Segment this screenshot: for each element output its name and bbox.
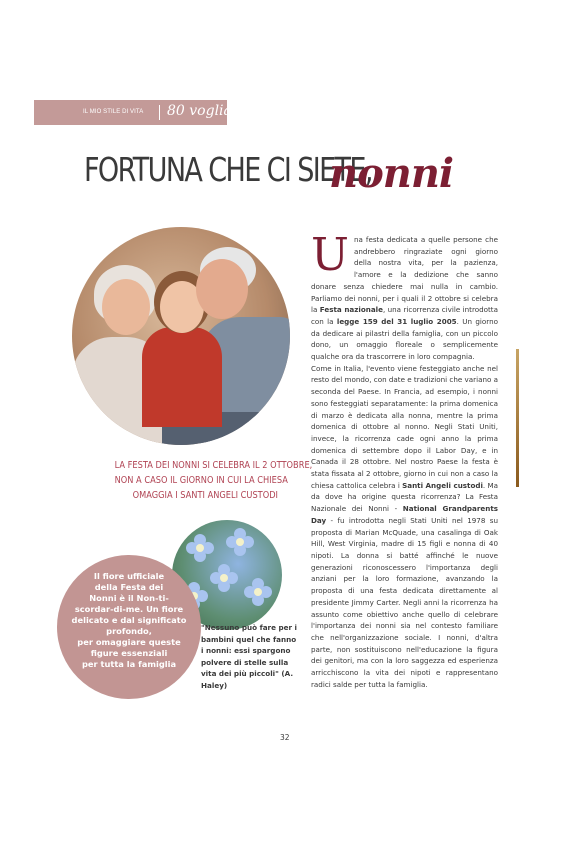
tab-divider — [159, 105, 160, 120]
flower-shape — [244, 578, 272, 606]
caption-line: NON A CASO IL GIORNO IN CUI LA CHIESA — [114, 475, 288, 486]
flower-shape — [226, 528, 254, 556]
text-run: . Un giorno da dedicare ai pilastri della famiglia, con un piccolo dono, un omaggio floreale o semplicemente qualche ora da trascorrere in loro compagnia. — [311, 316, 498, 362]
page-number: 32 — [280, 733, 290, 742]
article-body — [311, 228, 498, 690]
text-run-bold: National Grandparents Day — [311, 504, 498, 525]
photo-shape — [142, 327, 222, 427]
info-circle-text: Il fiore ufficiale della Festa dei Nonni è il Non-ti- scordar-di-me. Un fiore delicato e dal significato profondo, per omaggiare queste figure essenziali per tutta la famiglia — [71, 571, 187, 669]
photo-shape — [196, 259, 248, 319]
flower-shape — [210, 564, 238, 592]
text-run: , una ricorrenza civile introdotta con la — [311, 305, 498, 326]
photo-shape — [102, 279, 150, 335]
flower-shape — [186, 534, 214, 562]
text-run-bold: legge 159 del 31 luglio 2005 — [336, 316, 457, 326]
side-decoration-line — [516, 349, 519, 487]
caption-line: OMAGGIA I SANTI ANGELI CUSTODI — [132, 490, 278, 501]
article-paragraph — [311, 363, 498, 691]
article-paragraph — [311, 228, 498, 363]
text-run: . Ma da dove ha origine questa ricorrenza? La Festa Nazionale dei Nonni - — [311, 480, 498, 514]
text-run-bold: Santi Angeli custodi — [402, 480, 483, 490]
title-accent: nonni — [329, 150, 454, 197]
photo-caption — [88, 458, 313, 503]
drop-cap: U — [311, 228, 349, 281]
caption-line: LA FESTA DEI NONNI SI CELEBRA IL 2 OTTOBRE, — [114, 460, 313, 471]
page-title — [84, 150, 454, 197]
section-tab — [34, 100, 264, 125]
section-script-label: 80 voglia di... — [167, 103, 264, 119]
text-run-bold: Festa nazionale — [319, 305, 383, 315]
text-run: - fu introdotta negli Stati Uniti nel 1978 su proposta di Marian McQuade, una casalinga di Oak Hill, West Virginia, madre di 15 figli e nonna di 40 nipoti. La donna si batté affinché le nuove generazioni riconoscessero l'importanza degli anziani per la loro formazione, avanzando la proposta di una festa dedicata direttamente al presidente Jimmy Carter. Negli anni la ricorrenza ha assunto come obiettivo anche quello di celebrare l'importanza dei nonni sia nel contesto familiare che nell'organizzazione sociale. I nonni, d'altra parte, non sostituiscono nell'educazione la figura dei genitori, ma con la loro saggezza ed esperienza arricchiscono la vita dei nipoti e rappresentano radici salde per tutta la famiglia. — [311, 515, 498, 689]
text-run: Come in Italia, l'evento viene festeggiato anche nel resto del mondo, con date e tradizioni che variano a seconda del Paese. In Francia, ad esempio, i nonni sono festeggiati separatamente: la prima domenica di marzo è dedicata alla nonna, mentre la prima domenica di ottobre al nonno. Negli Stati Uniti, invece, la ricorrenza cade ogni anno la prima domenica di settembre dopo il Labor Day, e in Canada il 28 ottobre. Nel nostro Paese la festa è stata fissata al 2 ottobre, giorno in cui non a caso la chiesa cattolica celebra i — [311, 363, 498, 490]
section-label: IL MIO STILE DI VITA — [83, 109, 144, 115]
text-run: na festa dedicata a quelle persone che andrebbero ringraziate ogni giorno della nostra vita, per la pazienza, l'amore e la dedizione che sanno donare senza chiedere mai nulla in cambio. Parliamo dei nonni, per i quali il 2 ottobre si celebra la — [311, 235, 498, 315]
title-main: FORTUNA CHE CI SIETE, — [84, 150, 372, 189]
grandparents-photo — [72, 227, 290, 445]
quote: "Nessuno può fare per i bambini quel che fanno i nonni: essi spargono polvere di stelle sulla vita dei più piccoli" (A. Haley) — [201, 623, 297, 690]
